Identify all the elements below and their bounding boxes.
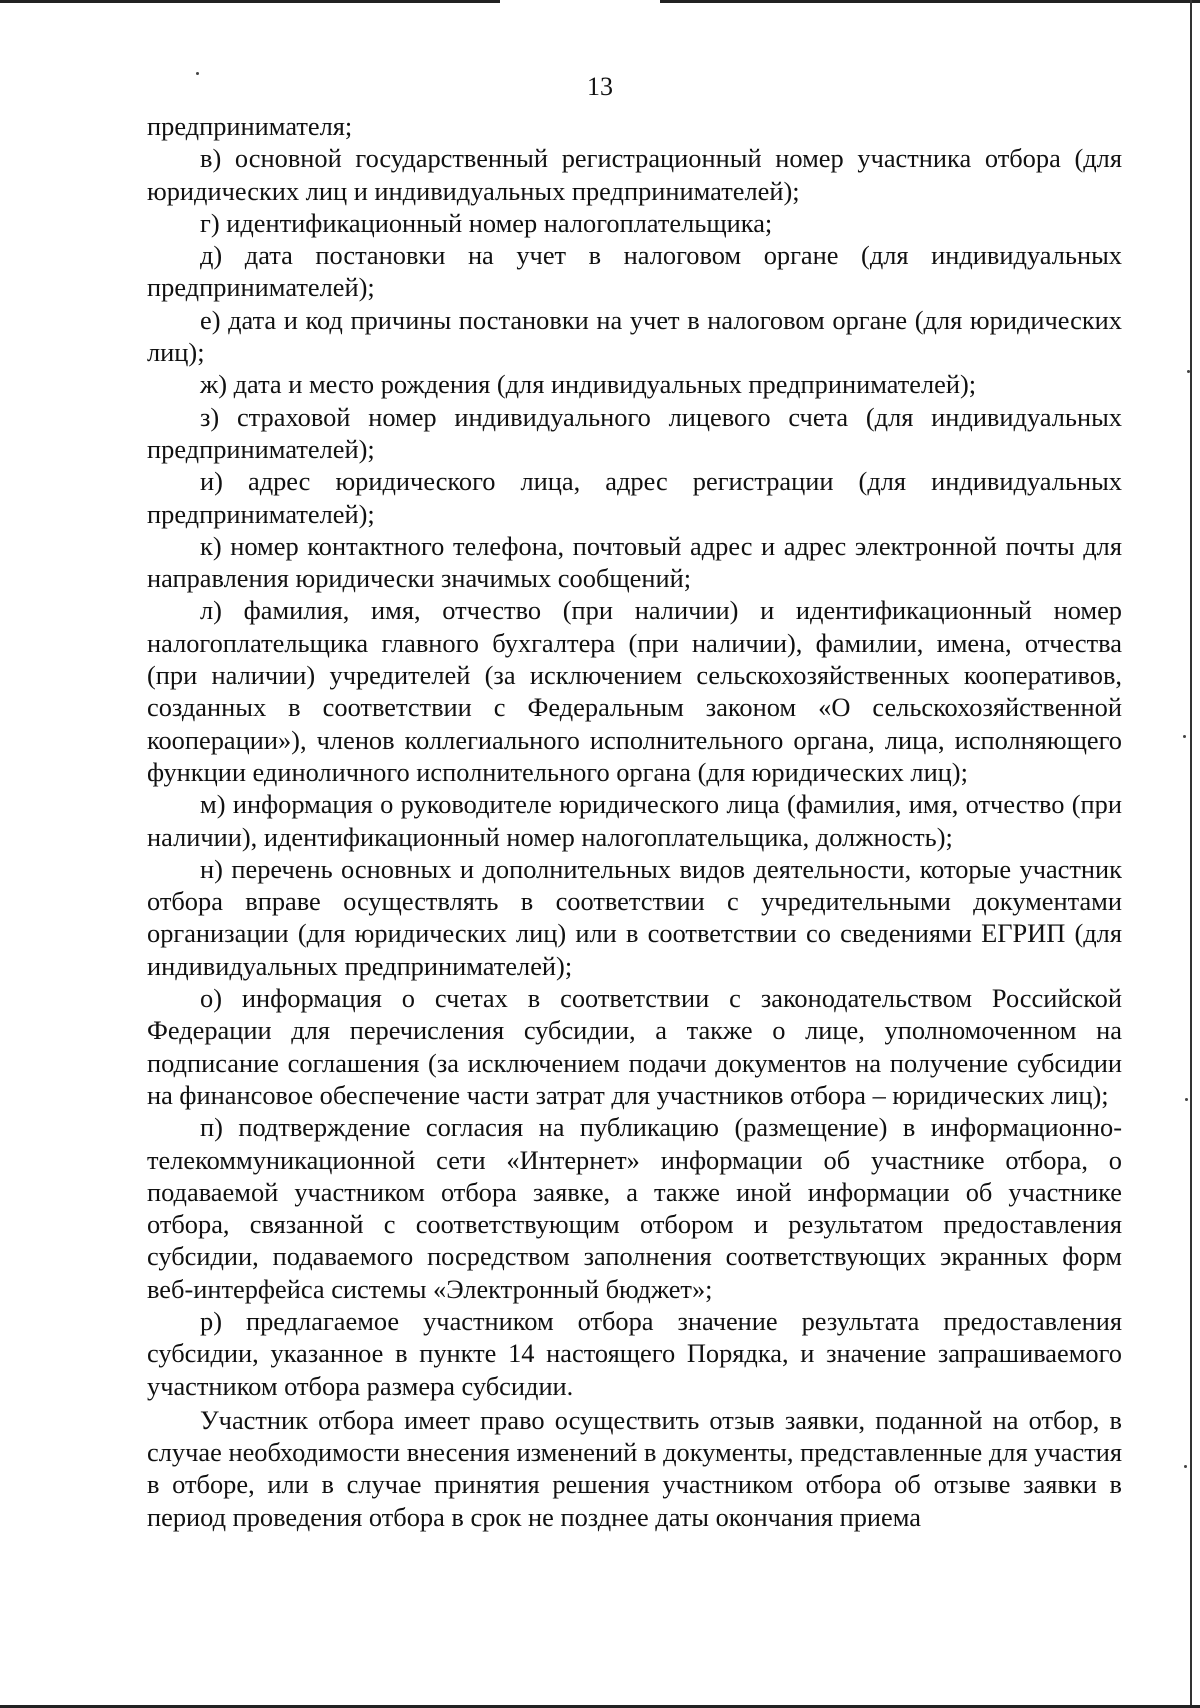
list-item-i: и) адрес юридического лица, адрес регистрации (для индивидуальных предпринимателей); — [147, 466, 1122, 529]
list-item-m: м) информация о руководителе юридического лица (фамилия, имя, отчество (при наличии), идентификационный номер налогоплательщика, должность); — [147, 789, 1122, 852]
list-item-g: г) идентификационный номер налогоплательщика; — [200, 207, 773, 238]
scan-speck — [1184, 1465, 1187, 1468]
scan-speck — [1185, 1098, 1188, 1101]
list-item-v: в) основной государственный регистрационный номер участника отбора (для юридических лиц и индивидуальных предпринимателей); — [147, 143, 1122, 206]
list-item-e: е) дата и код причины постановки на учет в налоговом органе (для юридических лиц); — [147, 304, 1122, 368]
list-item-k: к) номер контактного телефона, почтовый адрес и адрес электронной почты для направления юридически значимых сообщений; — [147, 530, 1122, 594]
paragraph-withdrawal: Участник отбора имеет право осуществить отзыв заявки, поданной на отбор, в случае необходимости внесения изменений в документы, представленные для участия в отборе, или в случае принятия решения участником отбора об отзыве заявки в период проведения отбора в срок не позднее даты окончания приема — [147, 1404, 1122, 1532]
scan-border-gap — [500, 0, 660, 3]
list-item-z: з) страховой номер индивидуального лицевого счета (для индивидуальных предпринимателей); — [147, 401, 1122, 464]
scan-speck — [1187, 370, 1190, 373]
list-item-o: о) информация о счетах в соответствии с законодательством Российской Федерации для перечисления субсидии, а также о лице, уполномоченном на подписание соглашения (за исключением подачи документов на получение субсидии на финансовое обеспечение части затрат для участников отбора – юридических лиц); — [147, 983, 1122, 1110]
document-body — [147, 110, 1122, 1533]
scan-speck — [1183, 735, 1186, 738]
list-item-zh: ж) дата и место рождения (для индивидуальных предпринимателей); — [200, 369, 977, 400]
list-item-d: д) дата постановки на учет в налоговом органе (для индивидуальных предпринимателей); — [147, 240, 1122, 303]
list-item-n: н) перечень основных и дополнительных видов деятельности, которые участник отбора вправе осуществлять в соответствии с учредительными документами организации (для юридических лиц) или в соответствии со сведениями ЕГРИП (для индивидуальных предпринимателей); — [147, 853, 1122, 981]
list-item-p: п) подтверждение согласия на публикацию (размещение) в информационно-телекоммуникационной сети «Интернет» информации об участнике отбора, о подаваемой участником отбора заявке, а также иной информации об участнике отбора, связанной с соответствующим отбором и результатом предоставления субсидии, подаваемого посредством заполнения соответствующих экранных форм веб-интерфейса системы «Электронный бюджет»; — [147, 1112, 1122, 1304]
list-item-l: л) фамилия, имя, отчество (при наличии) и идентификационный номер налогоплательщика главного бухгалтера (при наличии), фамилии, имена, отчества (при наличии) учредителей (за исключением сельскохозяйственных кооперативов, созданных в соответствии с Федеральным законом «О сельскохозяйственной кооперации»), членов коллегиального исполнительного органа, лица, исполняющего функции единоличного исполнительного органа (для юридических лиц); — [147, 595, 1122, 787]
list-item-r: р) предлагаемое участником отбора значение результата предоставления субсидии, указанное в пункте 14 настоящего Порядка, и значение запрашиваемого участником отбора размера субсидии. — [147, 1305, 1122, 1401]
scan-border-right — [1190, 0, 1192, 1708]
paragraph-continuation: предпринимателя; — [147, 111, 353, 141]
page-number: 13 — [587, 72, 613, 101]
